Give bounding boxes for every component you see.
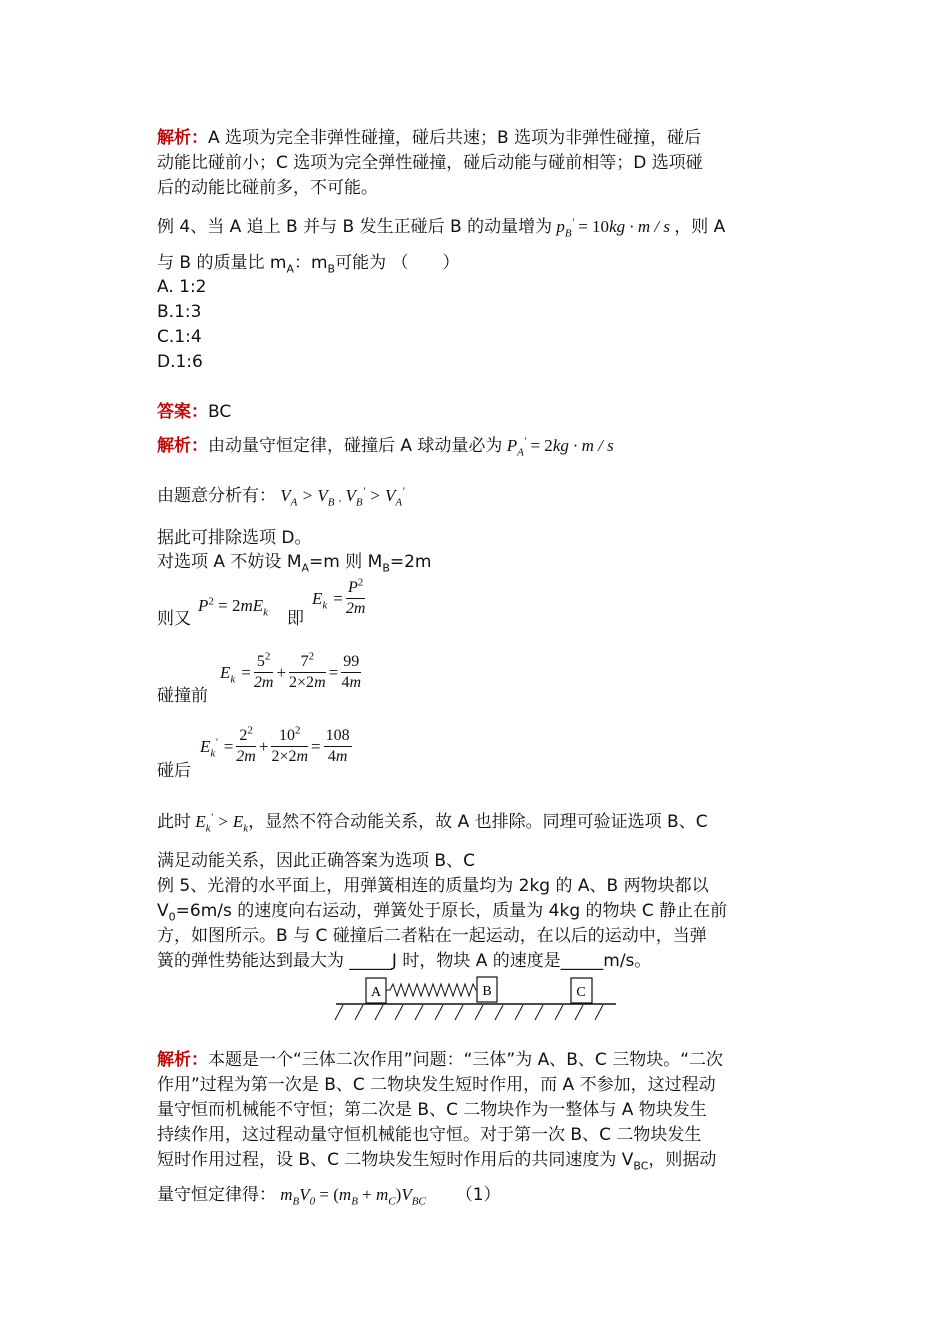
solution4-line-9: 满足动能关系，因此正确答案为选项 B、C bbox=[157, 851, 475, 871]
analysis-line-3: 后的动能比碰前多，不可能。 bbox=[157, 178, 378, 198]
formula-ek-before: $E_k$ = $\frac{5^2}{2m}$ + $\frac{7^2}{2\times 2m}$ = $\frac{99}{4m}$ bbox=[220, 650, 361, 691]
example5-line-4: 簧的弹性势能达到最大为 _____J 时，物块 A 的速度是_____m/s。 bbox=[157, 951, 652, 971]
solution5-line-4: 持续作用，这过程动量守恒机械能也守恒。对于第一次 B、C 二物块发生 bbox=[157, 1125, 702, 1145]
analysis-line-2: 动能比碰前小；C 选项为完全弹性碰撞，碰后动能与碰前相等；D 选项碰 bbox=[157, 153, 703, 173]
option-c: C.1:4 bbox=[157, 327, 202, 347]
example5-line-2: $V_0=6m/s$ 的速度向右运动，弹簧处于原长，质量为 4kg 的物块 C 静止在前 bbox=[157, 901, 728, 924]
analysis-label: 解析： bbox=[157, 128, 208, 148]
solution5-line-1: 解析：本题是一个“三体二次作用”问题：“三体”为 A、B、C 三物块。“二次 bbox=[157, 1050, 724, 1070]
analysis-line-1: 解析：A 选项为完全非弹性碰撞，碰后共速；B 选项为非弹性碰撞，碰后 bbox=[157, 128, 702, 148]
solution5-line-3: 量守恒而机械能不守恒；第二次是 B、C 二物块作为一整体与 A 物块发生 bbox=[157, 1100, 707, 1120]
formula-momentum-conservation: $m_BV_0 = (m_B + m_C)V_{BC}$ bbox=[276, 1185, 426, 1208]
solution4-line-1: 解析：由动量守恒定律，碰撞后 A 球动量必为 $P_A' = 2kg \cdot m / s$ bbox=[157, 435, 614, 459]
block-b-label: B bbox=[482, 984, 492, 999]
solution5-line-6: 量守恒定律得： $m_BV_0 = (m_B + m_C)V_{BC}$ （1） bbox=[157, 1185, 501, 1208]
solution4-line-8: 此时 $E_k' > E_k$，显然不符合动能关系，故 A 也排除。同理可验证选项 B、C bbox=[157, 811, 708, 835]
formula-velocity-inequality: $V_A > V_B$ , $V_B' > V_A'$ bbox=[276, 485, 405, 509]
formula-pa: $P_A' = 2kg \cdot m / s$ bbox=[502, 435, 614, 459]
answer-line: 答案：BC bbox=[157, 402, 232, 422]
formula-ek-definition: $E_k$ = $\frac{P^2}{2m}$ bbox=[312, 576, 366, 617]
formula-ek-compare: $E_k' > E_k$ bbox=[191, 811, 249, 835]
option-b: B.1:3 bbox=[157, 302, 202, 322]
solution4-line-3: 据此可排除选项 D。 bbox=[157, 528, 312, 548]
block-c-label: C bbox=[576, 985, 586, 1000]
example4-line-1: 例 4、当 A 追上 B 并与 B 发生正碰后 B 的动量增为 $p_B' = 10kg \cdot m / s$ ，则 A bbox=[157, 216, 726, 240]
option-d: D.1:6 bbox=[157, 352, 203, 372]
solution4-line-4: 对选项 A 不妨设 $M_A=m$ 则 $M_B=2m$ bbox=[157, 552, 432, 575]
solution4-line-5b: 即 bbox=[287, 609, 304, 629]
block-a-label: A bbox=[370, 985, 382, 1000]
solution4-line-5a: 则又 bbox=[157, 609, 191, 629]
formula-ek-after: $E_k'$ = $\frac{2^2}{2m}$ + $\frac{10^2}{2\times 2m}$ = $\frac{108}{4m}$ bbox=[200, 724, 350, 765]
spring bbox=[386, 984, 478, 996]
option-a: A. 1:2 bbox=[157, 277, 207, 297]
formula-pb: $p_B' = 10kg \cdot m / s$ bbox=[552, 216, 675, 240]
example5-line-3: 方，如图所示。B 与 C 碰撞后二者粘在一起运动，在以后的运动中，当弹 bbox=[157, 926, 707, 946]
solution4-line-6: 碰撞前 bbox=[157, 686, 208, 706]
example5-line-1: 例 5、光滑的水平面上，用弹簧相连的质量均为 2kg 的 A、B 两物块都以 bbox=[157, 876, 709, 896]
solution5-line-2: 作用”过程为第一次是 B、C 二物块发生短时作用，而 A 不参加，这过程动 bbox=[157, 1075, 716, 1095]
formula-p-squared: $P^2 = 2mE_k$ bbox=[198, 595, 269, 619]
solution4-line-2: 由题意分析有： $V_A > V_B$ , $V_B' > V_A'$ bbox=[157, 485, 405, 509]
block-spring-diagram bbox=[333, 968, 618, 1026]
solution4-line-7: 碰后 bbox=[157, 761, 191, 781]
ground-hatching bbox=[335, 1005, 603, 1020]
solution5-line-5: 短时作用过程，设 B、C 二物块发生短时作用后的共同速度为 $V_{BC}$，则据动 bbox=[157, 1150, 717, 1173]
equation-number: （1） bbox=[455, 1185, 501, 1205]
example4-line-2: 与 B 的质量比 $m_A$：$m_B$可能为 （ ） bbox=[157, 253, 460, 276]
